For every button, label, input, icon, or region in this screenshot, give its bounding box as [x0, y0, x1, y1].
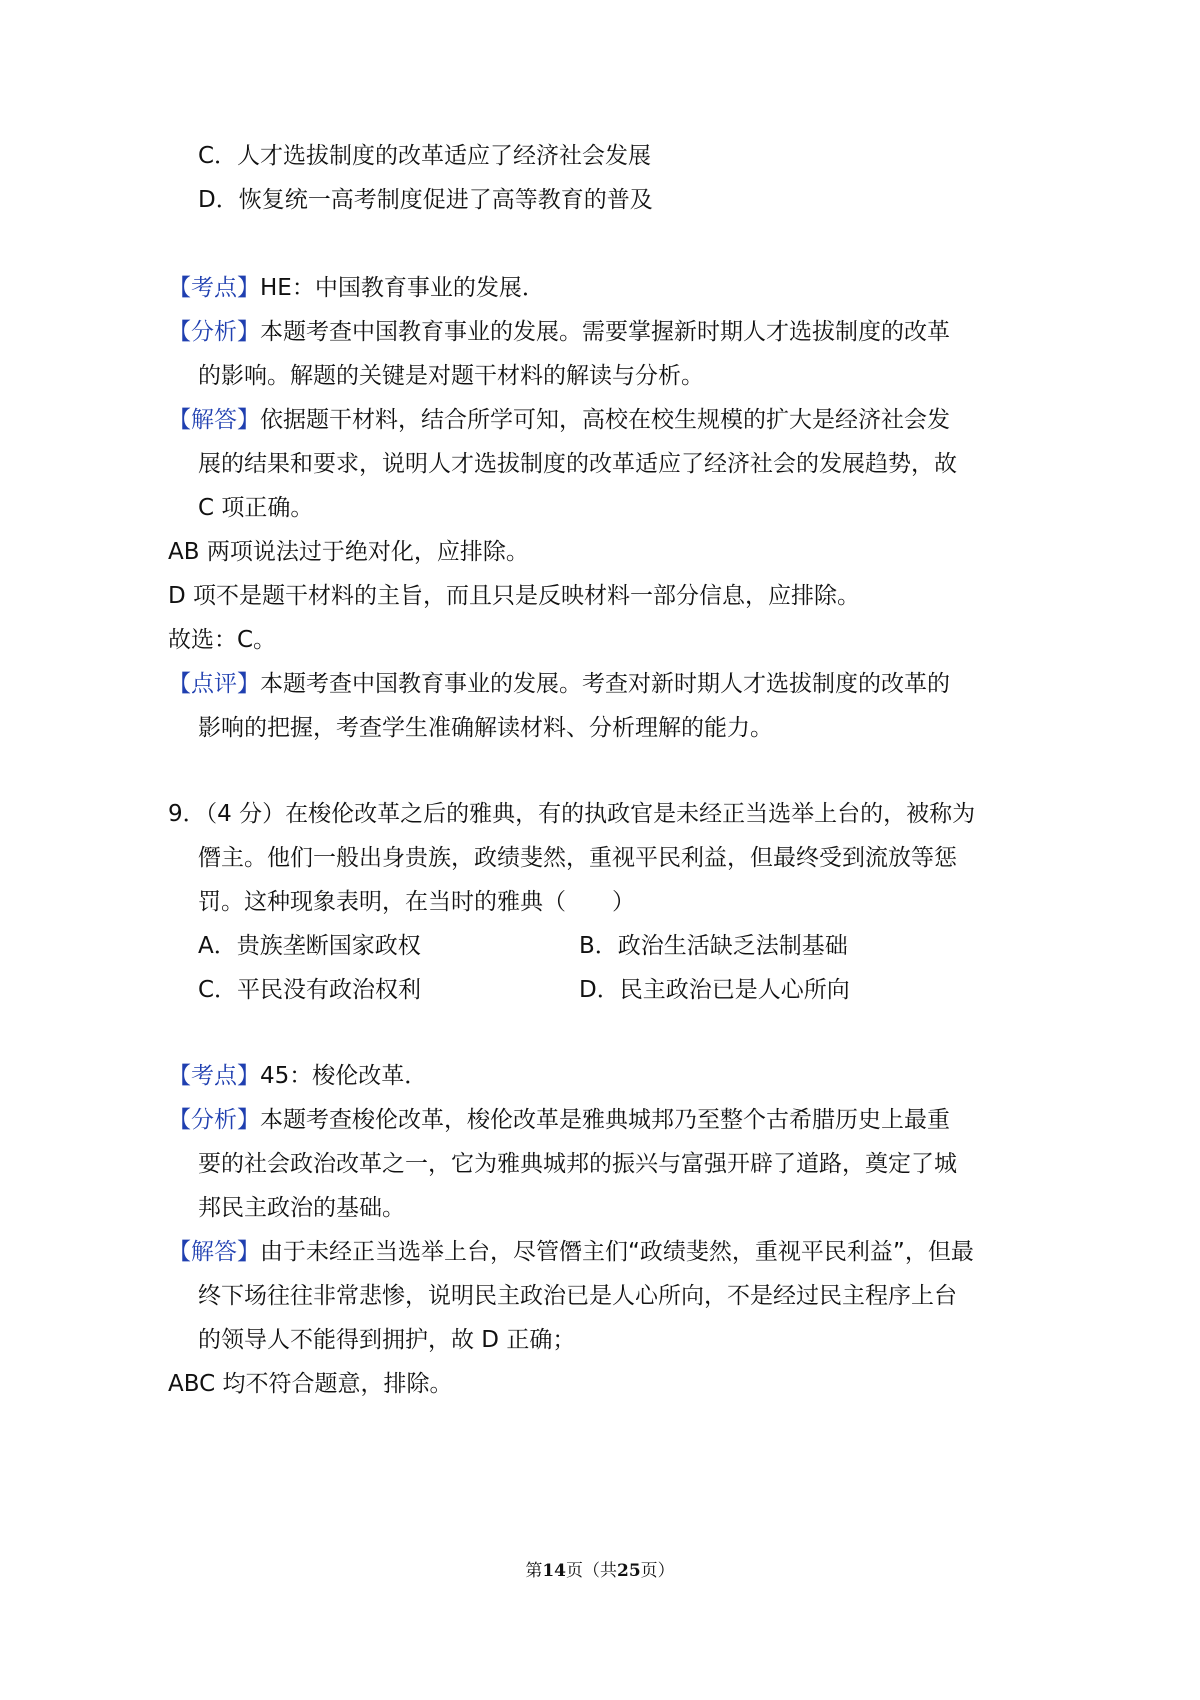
- footer-middle: 页（共: [566, 1561, 617, 1581]
- kaodian-text: 45：梭伦改革．: [260, 1063, 428, 1089]
- fenxi-text: 本题考查中国教育事业的发展。需要掌握新时期人才选拔制度的改革: [260, 319, 950, 345]
- fenxi-tag: 【分析】: [168, 1107, 260, 1133]
- q9-option-c: C．平民没有政治权利: [198, 977, 422, 1003]
- q8-dianping: [168, 669, 950, 699]
- kaodian-tag: 【考点】: [168, 1063, 260, 1089]
- kaodian-text: HE：中国教育事业的发展．: [260, 275, 545, 301]
- jieda-tag: 【解答】: [168, 1239, 260, 1265]
- q9-kaodian: [168, 1061, 427, 1091]
- q8-jieda-cont-1: 展的结果和要求，说明人才选拔制度的改革适应了经济社会的发展趋势，故: [198, 451, 957, 477]
- page-footer: [0, 1556, 1200, 1581]
- footer-prefix: 第: [525, 1561, 543, 1581]
- q9-fenxi-cont-2: 邦民主政治的基础。: [198, 1195, 405, 1221]
- q8-extra-1: AB 两项说法过于绝对化，应排除。: [168, 539, 529, 565]
- q9-option-b: B．政治生活缺乏法制基础: [579, 933, 848, 959]
- q9-option-d: D．民主政治已是人心所向: [579, 977, 850, 1003]
- footer-suffix: 页）: [640, 1561, 675, 1581]
- q9-option-a: A．贵族垄断国家政权: [198, 933, 421, 959]
- q8-jieda: [168, 405, 950, 435]
- q8-conclusion: 故选：C。: [168, 627, 277, 653]
- q9-fenxi: [168, 1105, 950, 1135]
- q9-fenxi-cont-1: 要的社会政治改革之一，它为雅典城邦的振兴与富强开辟了道路，奠定了城: [198, 1151, 957, 1177]
- q8-extra-2: D 项不是题干材料的主旨，而且只是反映材料一部分信息，应排除。: [168, 583, 861, 609]
- q8-fenxi: [168, 317, 950, 347]
- page-number: 14: [542, 1561, 566, 1581]
- dianping-text: 本题考查中国教育事业的发展。考查对新时期人才选拔制度的改革的: [260, 671, 950, 697]
- q9-jieda-cont-2: 的领导人不能得到拥护，故 D 正确；: [198, 1327, 576, 1353]
- q8-dianping-cont: 影响的把握，考查学生准确解读材料、分析理解的能力。: [198, 715, 773, 741]
- q9-jieda-cont-1: 终下场往往非常悲惨，说明民主政治已是人心所向，不是经过民主程序上台: [198, 1283, 957, 1309]
- q8-kaodian: [168, 273, 545, 303]
- q9-stem-3: 罚。这种现象表明，在当时的雅典（ ）: [198, 889, 635, 915]
- fenxi-tag: 【分析】: [168, 319, 260, 345]
- q8-fenxi-cont: 的影响。解题的关键是对题干材料的解读与分析。: [198, 363, 704, 389]
- prev-option-c: C．人才选拔制度的改革适应了经济社会发展: [198, 143, 652, 169]
- jieda-text: 依据题干材料，结合所学可知，高校在校生规模的扩大是经济社会发: [260, 407, 950, 433]
- kaodian-tag: 【考点】: [168, 275, 260, 301]
- q9-stem-2: 僭主。他们一般出身贵族，政绩斐然，重视平民利益，但最终受到流放等惩: [198, 845, 957, 871]
- dianping-tag: 【点评】: [168, 671, 260, 697]
- jieda-text: 由于未经正当选举上台，尽管僭主们“政绩斐然，重视平民利益”，但最: [260, 1239, 974, 1265]
- q9-stem-1: 9．（4 分）在梭伦改革之后的雅典，有的执政官是未经正当选举上台的，被称为: [168, 801, 976, 827]
- fenxi-text: 本题考查梭伦改革，梭伦改革是雅典城邦乃至整个古希腊历史上最重: [260, 1107, 950, 1133]
- q8-jieda-cont-2: C 项正确。: [198, 495, 314, 521]
- prev-option-d: D．恢复统一高考制度促进了高等教育的普及: [198, 187, 653, 213]
- total-pages: 25: [617, 1561, 641, 1581]
- q9-extra-1: ABC 均不符合题意，排除。: [168, 1371, 453, 1397]
- jieda-tag: 【解答】: [168, 407, 260, 433]
- q9-jieda: [168, 1237, 974, 1267]
